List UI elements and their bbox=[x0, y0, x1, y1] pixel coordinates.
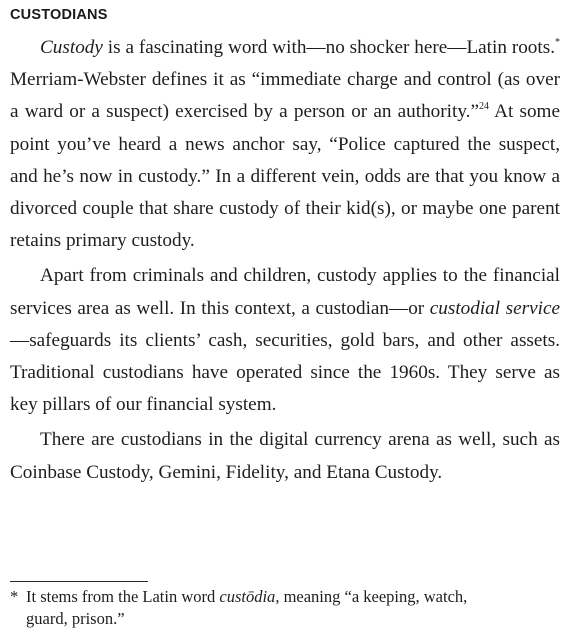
paragraph-2 bbox=[10, 260, 560, 421]
paragraph-3: There are custodians in the digital currency arena as well, such as Coinbase Custody, Gemini, Fidelity, and Etana Custody. bbox=[10, 429, 560, 483]
footnote-text-a: It stems from the Latin word bbox=[26, 587, 220, 606]
paragraph-1-text-b: Merriam-Webster defines it as “immediate charge and control (as over a ward or a suspect) exercised by a person or an authority.” bbox=[10, 69, 560, 123]
body-text bbox=[10, 32, 560, 489]
footnote-divider bbox=[10, 581, 148, 582]
footnote-text-b: , meaning “a keeping, watch, bbox=[275, 587, 468, 606]
paragraph-1-text-c: At some point you’ve heard a news anchor say, “Police captured the suspect, and he’s now in custody.” In a different vein, odds are that you know a divorced couple that share custody of their kid(s), or maybe one parent retains primary custody. bbox=[10, 101, 560, 252]
section-heading: CUSTODIANS bbox=[10, 7, 108, 23]
term-custody: Custody bbox=[40, 37, 103, 58]
footnote-term: custōdia bbox=[219, 587, 276, 606]
term-custodial-service: custodial service bbox=[429, 297, 560, 319]
footnote-line-2: guard, prison.” bbox=[26, 609, 125, 628]
paragraph-2-text-a: Apart from criminals and children, custody applies to the financial services area as well. In this context, a custodian—or bbox=[10, 265, 560, 319]
endnote-reference: 24 bbox=[479, 101, 489, 113]
footnote-marker: * bbox=[555, 37, 560, 48]
footnote-line-1 bbox=[10, 586, 560, 608]
footnote-symbol: * bbox=[10, 587, 19, 606]
footnote bbox=[10, 586, 560, 630]
paragraph-2-text-b: —safeguards its clients’ cash, securities, gold bars, and other assets. Traditional custodians have operated since the 1960s. They serve as key pillars of our financial system. bbox=[10, 329, 560, 416]
paragraph-1 bbox=[10, 32, 560, 257]
paragraph-1-text-a: is a fascinating word with—no shocker here—Latin roots. bbox=[102, 37, 555, 58]
